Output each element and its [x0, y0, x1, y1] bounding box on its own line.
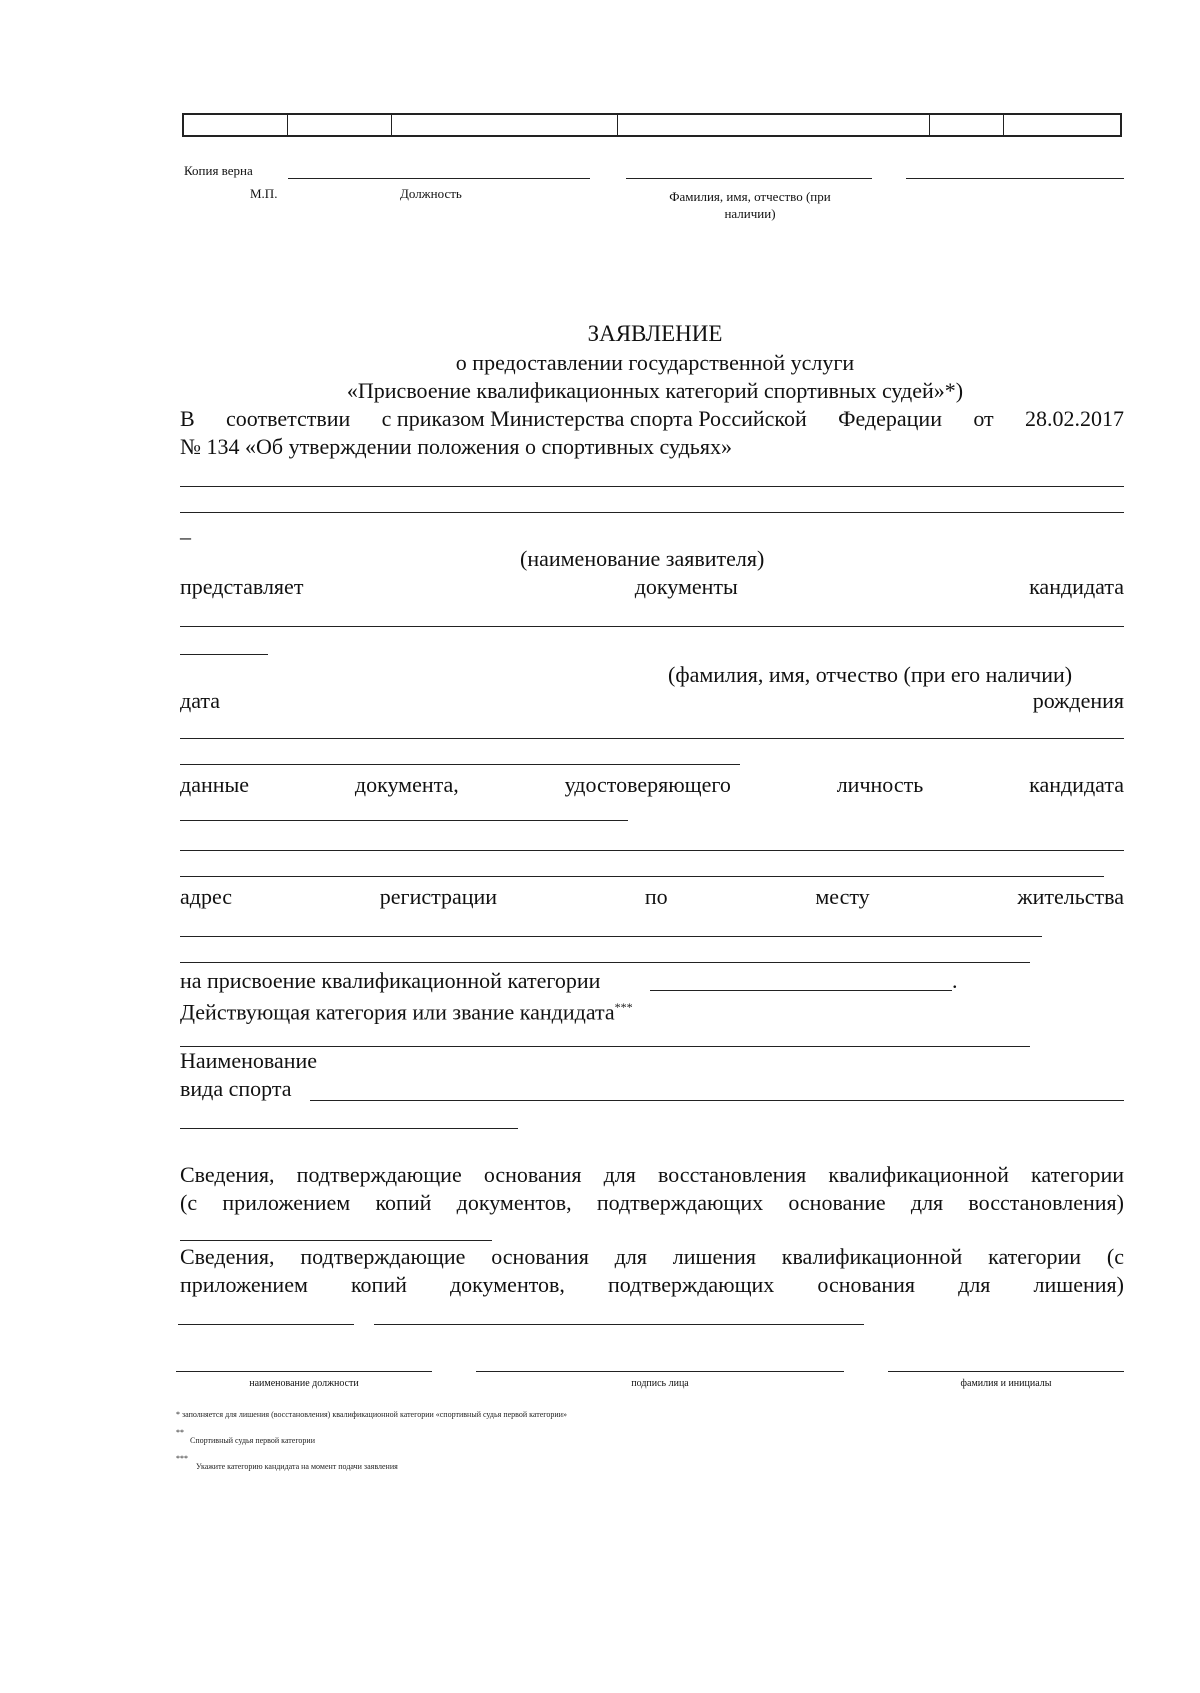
- top-table-cell: [184, 115, 288, 135]
- address-word: регистрации: [379, 884, 498, 909]
- name-sign-line[interactable]: [888, 1371, 1124, 1372]
- current-category-mark: ***: [614, 1000, 633, 1014]
- position-sign-line[interactable]: [176, 1371, 432, 1372]
- assign-category-label: на присвоение квалификационной категории: [180, 968, 601, 993]
- restore-line-2: (с приложением копий документов, подтверждающих основание для восстановления): [180, 1190, 1124, 1215]
- document-title: ЗАЯВЛЕНИЕ: [587, 321, 723, 346]
- deprive-line-1: Сведения, подтверждающие основания для лишения квалификационной категории (с: [180, 1244, 1124, 1269]
- footnote-1: * заполняется для лишения (восстановления) квалификационной категории «спортивный судья первой категории»: [176, 1410, 567, 1419]
- assign-category-field[interactable]: [650, 990, 952, 991]
- top-table-cell: [392, 115, 618, 135]
- footnote-2-mark: **: [176, 1428, 184, 1437]
- sport-name-short-line: [180, 1128, 518, 1129]
- intro-word: В: [180, 406, 195, 431]
- footnote-3-mark: ***: [176, 1454, 188, 1463]
- deprive-word: лишения): [1033, 1272, 1124, 1297]
- sport-label-line2: вида спорта: [180, 1076, 292, 1101]
- fullname-signature-line: [626, 178, 872, 179]
- applicant-word: кандидата: [1029, 574, 1124, 599]
- top-table-cell: [930, 115, 1004, 135]
- deprive-word: основания: [817, 1272, 916, 1297]
- candidate-name-line[interactable]: [180, 626, 1124, 627]
- identity-row: [180, 772, 1124, 798]
- address-word: жительства: [1017, 884, 1124, 909]
- address-word: по: [644, 884, 668, 909]
- intro-word: Федерации: [838, 406, 942, 431]
- birth-date-row: [180, 688, 1124, 714]
- position-sign-caption: наименование должности: [249, 1378, 359, 1389]
- sport-label-line1: Наименование: [180, 1048, 318, 1073]
- extra-signature-line: [906, 178, 1124, 179]
- fullname-caption: [640, 188, 860, 222]
- deprive-field-1[interactable]: [178, 1324, 354, 1325]
- footnote-3: Укажите категорию кандидата на момент подачи заявления: [196, 1462, 398, 1471]
- current-category-line[interactable]: [180, 1046, 1030, 1047]
- top-table: [182, 113, 1122, 137]
- assign-category-end: .: [952, 968, 958, 993]
- identity-line-1[interactable]: [180, 850, 1124, 851]
- position-signature-line: [288, 178, 590, 179]
- deprive-field-2[interactable]: [374, 1324, 864, 1325]
- applicant-dash: –: [180, 524, 191, 549]
- top-table-cell: [618, 115, 930, 135]
- intro-word: соответствии: [226, 406, 351, 431]
- document-subtitle: о предоставлении государственной услуги: [455, 350, 855, 375]
- restore-line-1: Сведения, подтверждающие основания для восстановления квалификационной категории: [180, 1162, 1124, 1187]
- top-table-cell: [288, 115, 392, 135]
- birth-date-line[interactable]: [180, 738, 1124, 739]
- intro-line-2: № 134 «Об утверждении положения о спортивных судьях»: [180, 434, 732, 459]
- identity-word: данные: [180, 772, 250, 797]
- address-row: [180, 884, 1124, 910]
- birth-word: рождения: [1032, 688, 1124, 713]
- deprive-line-2: [180, 1272, 1124, 1298]
- applicant-name-line-2[interactable]: [180, 512, 1124, 513]
- name-sign-caption: фамилия и инициалы: [960, 1378, 1052, 1389]
- deprive-word: копий: [350, 1272, 407, 1297]
- birth-date-short-line: [180, 764, 740, 765]
- top-table-cell: [1004, 115, 1120, 135]
- deprive-word: приложением: [180, 1272, 308, 1297]
- intro-line-1: [180, 406, 1124, 432]
- address-word: месту: [815, 884, 870, 909]
- signature-caption: подпись лица: [631, 1378, 689, 1389]
- copy-verified-label: Копия верна: [184, 163, 253, 178]
- fullname-caption-line2: наличии): [724, 206, 776, 221]
- birth-word: дата: [180, 688, 221, 713]
- current-category-label: [180, 994, 633, 1025]
- deprive-word: подтверждающих: [608, 1272, 775, 1297]
- identity-word: личность: [836, 772, 924, 797]
- footnote-2: Спортивный судья первой категории: [190, 1436, 315, 1445]
- deprive-word: документов,: [449, 1272, 565, 1297]
- fullname-caption-line1: Фамилия, имя, отчество (при: [669, 189, 831, 204]
- position-caption: Должность: [400, 186, 462, 201]
- intro-word: с приказом Министерства спорта Российской: [381, 406, 807, 431]
- signature-line[interactable]: [476, 1371, 844, 1372]
- applicant-row: [180, 574, 1124, 600]
- address-word: адрес: [180, 884, 233, 909]
- stamp-label: М.П.: [250, 186, 278, 201]
- applicant-word: представляет: [180, 574, 304, 599]
- identity-line-short: [180, 820, 628, 821]
- applicant-word: документы: [634, 574, 738, 599]
- deprive-word: для: [958, 1272, 991, 1297]
- address-line-2[interactable]: [180, 962, 1030, 963]
- intro-word: от: [973, 406, 994, 431]
- address-line-1[interactable]: [180, 936, 1042, 937]
- restore-field[interactable]: [180, 1240, 492, 1241]
- service-name: «Присвоение квалификационных категорий спортивных судей»*): [346, 378, 964, 403]
- intro-word: 28.02.2017: [1024, 406, 1124, 431]
- identity-word: документа,: [354, 772, 459, 797]
- candidate-caption: (фамилия, имя, отчество (при его наличии): [668, 662, 1073, 687]
- applicant-name-line-1[interactable]: [180, 486, 1124, 487]
- sport-name-field[interactable]: [310, 1100, 1124, 1101]
- identity-word: удостоверяющего: [564, 772, 731, 797]
- applicant-caption: (наименование заявителя): [520, 546, 765, 571]
- current-category-text: Действующая категория или звание кандидата: [180, 999, 615, 1025]
- identity-line-2[interactable]: [180, 876, 1104, 877]
- identity-word: кандидата: [1029, 772, 1124, 797]
- candidate-name-short-line: [180, 654, 268, 655]
